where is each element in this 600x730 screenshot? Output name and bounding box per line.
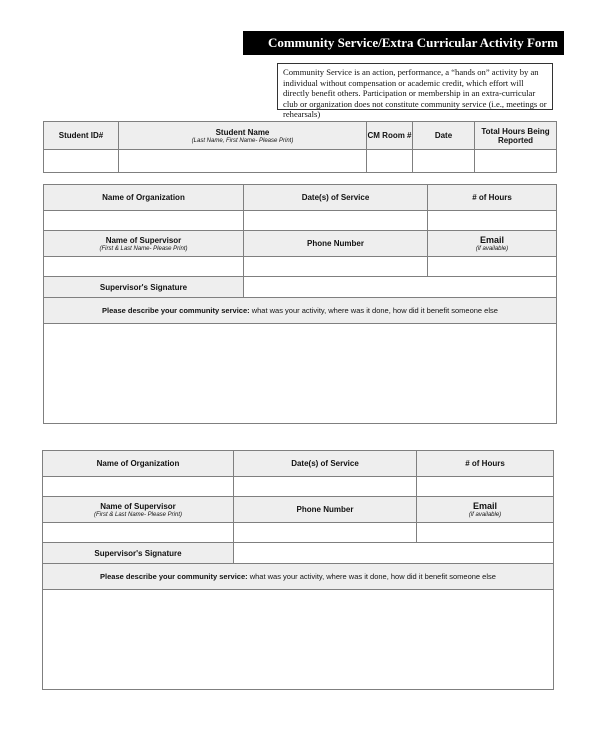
cm-room-header: CM Room # xyxy=(367,122,413,150)
hours-field[interactable] xyxy=(428,211,557,231)
supervisor-header xyxy=(44,231,244,257)
supervisor-hint: (First & Last Name- Please Print) xyxy=(99,245,188,252)
phone-header: Phone Number xyxy=(234,497,417,523)
total-hours-header: Total Hours Being Reported xyxy=(475,122,557,150)
student-info-table xyxy=(43,121,557,173)
describe-prompt-rest: what was your activity, where was it done, how did it benefit someone else xyxy=(247,572,496,581)
total-hours-field[interactable] xyxy=(475,150,557,173)
community-service-definition: Community Service is an action, performance, a “hands on” activity by an individual without compensation or academic credit, which effort will directly benefit others. Participation or membership in an extra-curricular club or organization does not constitute community service (i.e., meetings or rehearsals) xyxy=(277,63,553,110)
description-field[interactable] xyxy=(43,590,554,690)
org-name-header: Name of Organization xyxy=(43,451,234,477)
cm-room-field[interactable] xyxy=(367,150,413,173)
signature-field[interactable] xyxy=(244,277,557,298)
email-header xyxy=(428,231,557,257)
describe-prompt-bold: Please describe your community service: xyxy=(102,306,250,315)
phone-field[interactable] xyxy=(244,257,428,277)
dates-header: Date(s) of Service xyxy=(234,451,417,477)
email-header xyxy=(417,497,554,523)
signature-field[interactable] xyxy=(234,543,554,564)
student-name-header xyxy=(119,122,367,150)
student-name-field[interactable] xyxy=(119,150,367,173)
signature-label: Supervisor's Signature xyxy=(43,543,234,564)
phone-header: Phone Number xyxy=(244,231,428,257)
describe-prompt-rest: what was your activity, where was it done, how did it benefit someone else xyxy=(249,306,498,315)
service-section-2 xyxy=(42,450,554,690)
hours-header: # of Hours xyxy=(417,451,554,477)
student-name-hint: (Last Name, First Name- Please Print) xyxy=(191,137,294,144)
email-hint: (if available) xyxy=(468,512,502,518)
email-field[interactable] xyxy=(428,257,557,277)
supervisor-header xyxy=(43,497,234,523)
email-hint: (if available) xyxy=(475,246,509,252)
signature-label: Supervisor's Signature xyxy=(44,277,244,298)
describe-prompt xyxy=(43,564,554,590)
email-field[interactable] xyxy=(417,523,554,543)
student-name-label: Student Name xyxy=(215,127,270,137)
supervisor-label: Name of Supervisor xyxy=(105,235,182,245)
supervisor-hint: (First & Last Name- Please Print) xyxy=(93,511,183,518)
dates-header: Date(s) of Service xyxy=(244,185,428,211)
supervisor-label: Name of Supervisor xyxy=(100,501,176,511)
student-id-field[interactable] xyxy=(44,150,119,173)
email-label: Email xyxy=(472,501,497,511)
org-name-header: Name of Organization xyxy=(44,185,244,211)
org-name-field[interactable] xyxy=(43,477,234,497)
email-label: Email xyxy=(479,235,504,245)
form-title: Community Service/Extra Curricular Activity Form xyxy=(243,31,564,55)
student-id-header: Student ID# xyxy=(44,122,119,150)
supervisor-field[interactable] xyxy=(43,523,234,543)
describe-prompt xyxy=(44,298,557,324)
service-section-1 xyxy=(43,184,557,424)
org-name-field[interactable] xyxy=(44,211,244,231)
description-field[interactable] xyxy=(44,324,557,424)
phone-field[interactable] xyxy=(234,523,417,543)
date-header: Date xyxy=(413,122,475,150)
supervisor-field[interactable] xyxy=(44,257,244,277)
date-field[interactable] xyxy=(413,150,475,173)
hours-header: # of Hours xyxy=(428,185,557,211)
describe-prompt-bold: Please describe your community service: xyxy=(100,572,248,581)
dates-field[interactable] xyxy=(234,477,417,497)
dates-field[interactable] xyxy=(244,211,428,231)
hours-field[interactable] xyxy=(417,477,554,497)
